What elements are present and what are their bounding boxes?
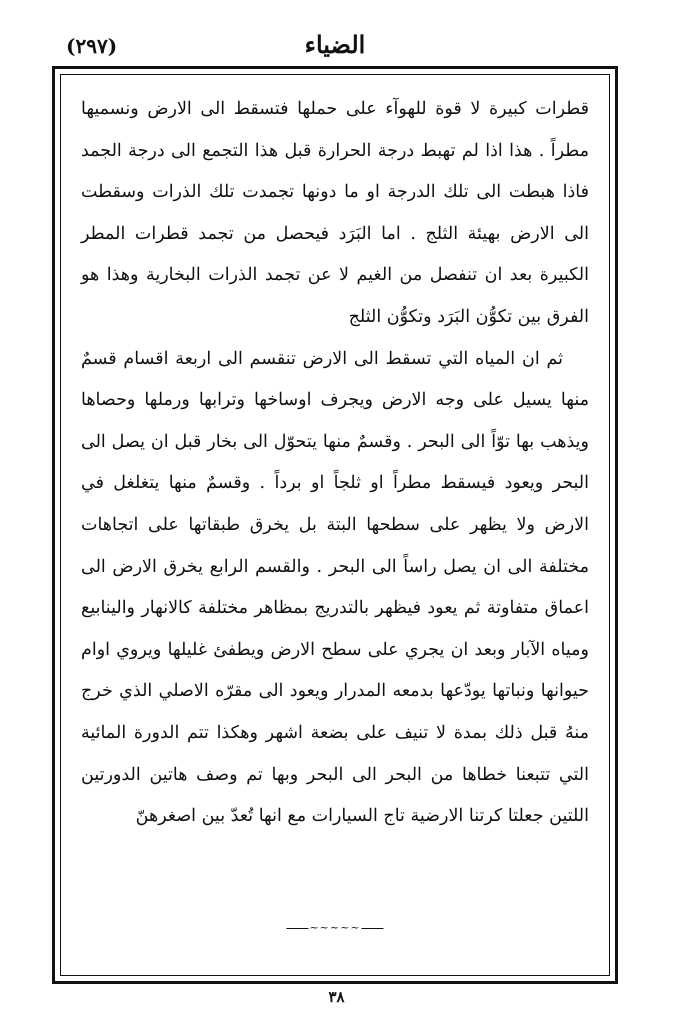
signature-mark: ٣٨ <box>328 988 345 1006</box>
page-frame-outer <box>52 66 618 984</box>
journal-title: الضياء <box>304 30 366 59</box>
page-frame-inner <box>60 74 610 976</box>
article-body <box>81 89 589 838</box>
paragraph-1: قطرات كبيرة لا قوة للهوآء على حملها فتسقط الى الارض ونسميها مطراً . هذا اذا لم تهبط درجة الحرارة قبل هذا التجمع الى درجة الجمد فاذا هبطت الى تلك الدرجة او ما دونها تجمدت تلك الذرات وسقطت الى الارض بهيئة الثلج . اما البَرَد فيحصل من تجمد قطرات المطر الكبيرة بعد ان تنفصل من الغيم لا عن تجمد الذرات البخارية وهذا هو الفرق بين تكوُّن البَرَد وتكوُّن الثلج <box>81 99 589 327</box>
section-end-ornament <box>286 923 383 933</box>
page-header <box>52 28 618 64</box>
ornament-line-right <box>362 928 384 929</box>
ornament-line-left <box>286 928 308 929</box>
paragraph-2: ثم ان المياه التي تسقط الى الارض تنقسم الى اربعة اقسام قسمٌ منها يسيل على وجه الارض ويجرف اوساخها وترابها ورملها وحصاها ويذهب بها توّاً الى البحر . وقسمٌ منها يتحوّل الى بخار قبل ان يصل الى البحر ويعود فيسقط مطراً او ثلجاً او برداً . وقسمٌ منها يتغلغل في الارض ولا يظهر على سطحها البتة بل يخرق طبقاتها على اتجاهات مختلفة الى ان يصل راساً الى البحر . والقسم الرابع يخرق الارض الى اعماق متفاوتة ثم يعود فيظهر بالتدريج بمظاهر مختلفة كالانهار والينابيع ومياه الآبار وبعد ان يجري على سطح الارض ويطفئ غليلها ويروي اوام حيوانها ونباتها يودّعها بدمعه المدرار ويعود الى مقرّه الاصلي الذي خرج منهُ قبل ذلك بمدة لا تنيف على بضعة اشهر وهكذا تتم الدورة المائية التي تتبعنا خطاها من البحر الى البحر وبها تم وصف هاتين الدورتين اللتين جعلتا كرتنا الارضية تاج السيارات مع انها تُعدّ بين اصغرهنّ <box>81 348 589 827</box>
page-number: (٢٩٧) <box>66 34 118 58</box>
ornament-flourish: ~~~~~ <box>309 921 361 934</box>
